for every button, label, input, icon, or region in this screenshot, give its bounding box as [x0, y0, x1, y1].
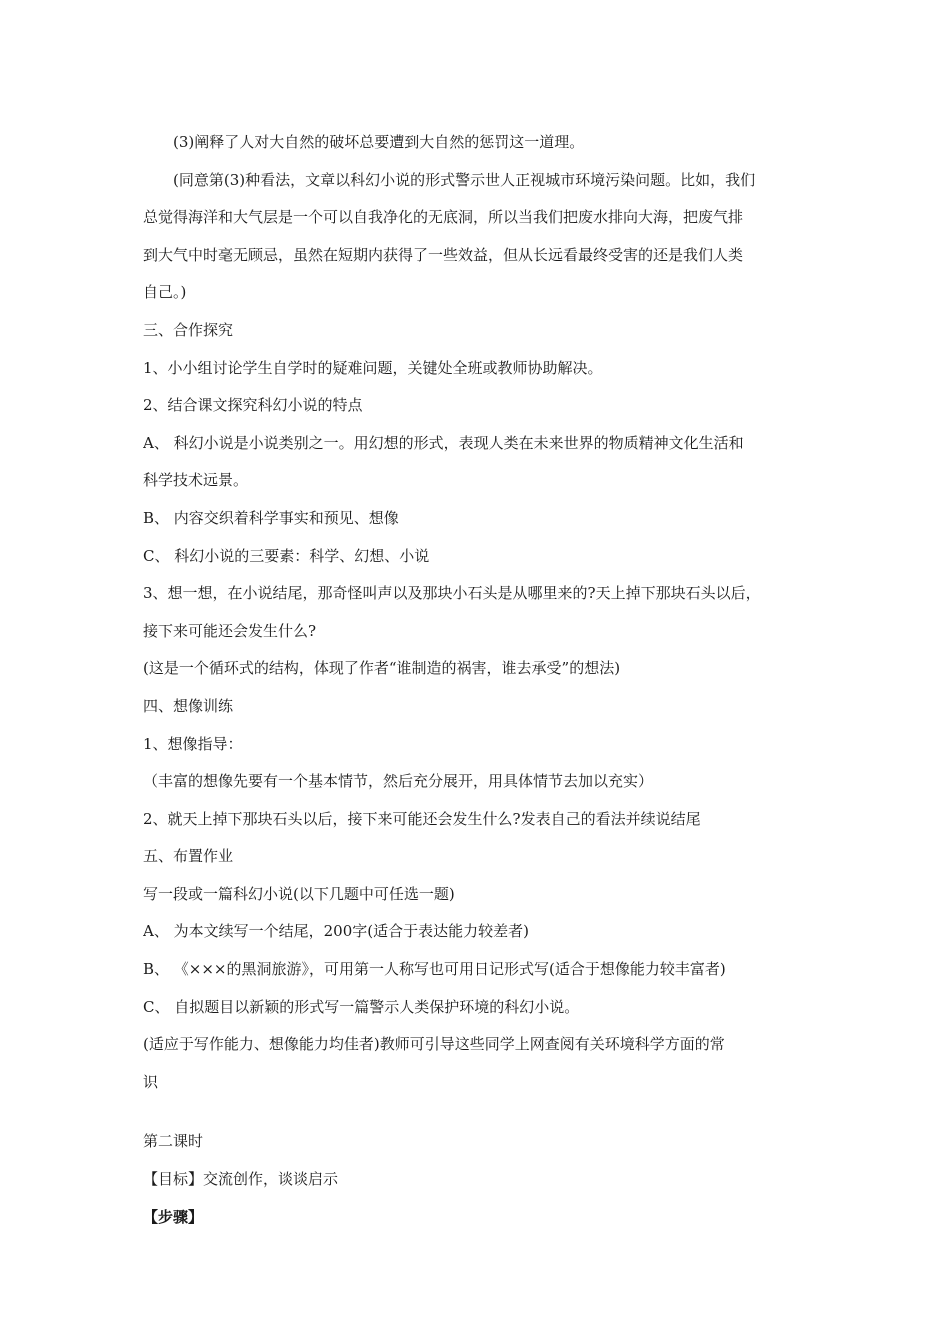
list-item: C、 科幻小说的三要素：科学、幻想、小说 — [143, 546, 430, 565]
list-item: 2、就天上掉下那块石头以后，接下来可能还会发生什么?发表自己的看法并续说结尾 — [143, 809, 701, 828]
document-body — [143, 124, 808, 1236]
list-item: 1、小小组讨论学生自学时的疑难问题，关键处全班或教师协助解决。 — [143, 358, 603, 377]
paragraph-line: (同意第(3)种看法，文章以科幻小说的形式警示世人正视城市环境污染问题。比如，我们 — [173, 170, 756, 189]
paragraph-line: （丰富的想像先要有一个基本情节，然后充分展开，用具体情节去加以充实） — [143, 772, 654, 791]
paragraph-line: 总觉得海洋和大气层是一个可以自我净化的无底洞，所以当我们把废水排向大海，把废气排 — [143, 208, 744, 227]
paragraph-line: (这是一个循环式的结构，体现了作者“谁制造的祸害，谁去承受”的想法) — [143, 659, 621, 678]
paragraph-gap — [143, 1101, 808, 1123]
lesson-heading: 第二课时 — [143, 1132, 204, 1151]
paragraph-line: (3)阐释了人对大自然的破坏总要遭到大自然的惩罚这一道理。 — [173, 133, 585, 151]
section-heading: 五、布置作业 — [143, 847, 234, 866]
list-item: A、 为本文续写一个结尾，200字(适合于表达能力较差者) — [143, 922, 529, 941]
paragraph-line: 到大气中时毫无顾忌，虽然在短期内获得了一些效益，但从长远看最终受害的还是我们人类 — [143, 245, 744, 264]
list-item: 2、结合课文探究科幻小说的特点 — [143, 396, 363, 415]
list-item: C、 自拟题目以新颖的形式写一篇警示人类保护环境的科幻小说。 — [143, 997, 580, 1016]
paragraph-line: (适应于写作能力、想像能力均佳者)教师可引导这些同学上网查阅有关环境科学方面的常 — [143, 1035, 725, 1054]
list-item: A、 科幻小说是小说类别之一。用幻想的形式，表现人类在未来世界的物质精神文化生活和 — [143, 433, 744, 452]
paragraph-line: 识 — [143, 1072, 159, 1091]
section-heading: 四、想像训练 — [143, 696, 234, 715]
list-item: 3、想一想，在小说结尾，那奇怪叫声以及那块小石头是从哪里来的?天上掉下那块石头以后， — [143, 584, 761, 603]
list-item: B、 《×××的黑洞旅游》，可用第一人称写也可用日记形式写(适合于想像能力较丰富者) — [143, 960, 726, 979]
list-item: B、 内容交织着科学事实和预见、想像 — [143, 508, 399, 527]
paragraph-line: 接下来可能还会发生什么? — [143, 621, 317, 640]
paragraph-line: 自己。) — [143, 283, 187, 302]
list-item: 1、想像指导： — [143, 734, 243, 753]
paragraph-line: 科学技术远景。 — [143, 471, 249, 490]
objective-line: 【目标】交流创作，谈谈启示 — [143, 1170, 339, 1189]
section-heading: 三、合作探究 — [143, 320, 234, 339]
steps-heading: 【步骤】 — [143, 1207, 204, 1226]
paragraph-line: 写一段或一篇科幻小说(以下几题中可任选一题) — [143, 884, 455, 903]
